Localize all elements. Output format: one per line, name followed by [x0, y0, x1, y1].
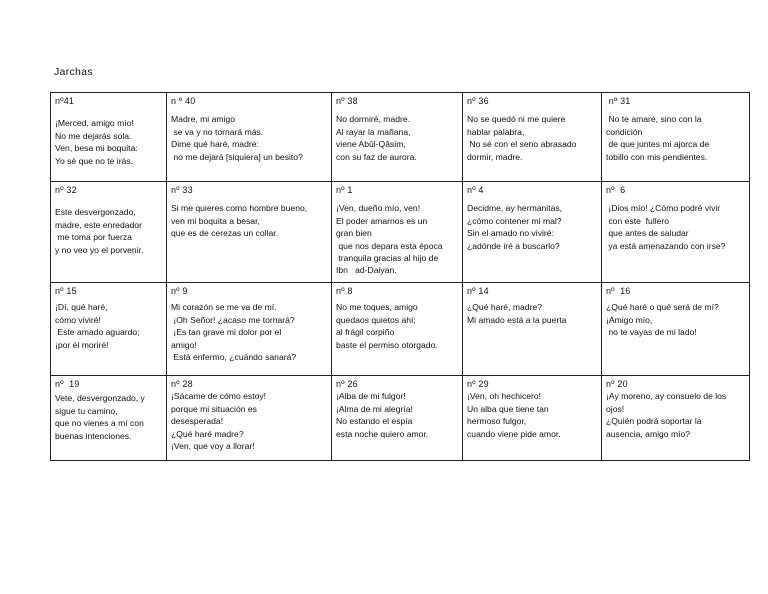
jarcha-text: ¡Dios mío! ¿Cómo podré vivir con este fullero que antes de saludar ya está amenazando con irse?	[608, 203, 726, 251]
table-cell	[602, 93, 750, 182]
table-cell	[167, 182, 332, 283]
jarcha-number: nº 15	[55, 286, 77, 296]
table-cell	[332, 93, 463, 182]
jarcha-text: No dormiré, madre. Al rayar la mañana, viene Abûl-Qâsim, con su faz de aurora.	[336, 114, 417, 162]
jarcha-text: No te amaré, sino con la condición de que juntes mi ajorca de tobillo con mis pendientes.	[606, 114, 710, 162]
jarcha-text: No se quedó ni me quiere hablar palabra, No sé con el seno abrasado dormir, madre.	[467, 114, 577, 162]
table-cell	[51, 376, 167, 461]
jarcha-number: nº 4	[467, 185, 484, 195]
table-cell	[51, 283, 167, 376]
table-cell	[602, 376, 750, 461]
jarcha-text: Este desvergonzado, madre, este enredador me toma por fuerza y no veo yo el porvenir.	[55, 207, 144, 255]
jarcha-text: ¡Dí, qué haré, cómo viviré! Este amado aguardo; ¡por él moriré!	[55, 302, 140, 350]
table-cell	[463, 283, 602, 376]
table-row	[51, 182, 750, 283]
table-cell	[167, 376, 332, 461]
jarcha-text: Vete, desvergonzado, y sigue tu camino, que no vienes a mí con buenas intenciones.	[55, 393, 145, 441]
page-title: Jarchas	[54, 66, 93, 78]
jarcha-number: nº 1	[336, 185, 353, 195]
jarcha-number: nº 31	[606, 96, 631, 106]
jarcha-number: nº 6	[606, 185, 626, 195]
table-cell	[332, 283, 463, 376]
jarcha-number: nº 14	[467, 286, 489, 296]
jarcha-number: nº 38	[336, 96, 358, 106]
table-cell	[332, 376, 463, 461]
table-row	[51, 93, 750, 182]
jarcha-number: nº41	[55, 96, 75, 106]
jarcha-text: ¡Merced, amigo mío! No me dejarás sola. Ven, besa mi boquita: Yo sé que no te irás.	[55, 118, 138, 166]
jarcha-text: ¿Qué haré, madre? Mi amado está a la puerta	[467, 302, 567, 325]
jarcha-text: Si me quieres como hombre bueno, ven mi boquita a besar, que es de cerezas un collar.	[171, 203, 308, 239]
jarcha-number: n º 40	[171, 96, 196, 106]
jarchas-table	[50, 92, 750, 461]
jarcha-text: Madre, mi amigo se va y no tornará más. Dime qué haré, madre: no me dejará [siquiera] un besito?	[171, 114, 303, 162]
table-cell	[167, 283, 332, 376]
jarcha-text: Mi corazón se me va de mí. ¡Oh Señor! ¿acaso me tornará? ¡Es tan grave mi dolor por el amigo! Está enfermo, ¿cuándo sanará?	[171, 302, 297, 363]
jarcha-number: nº 20	[606, 379, 628, 389]
table-cell	[51, 93, 167, 182]
jarcha-text: ¡Ay moreno, ay consuelo de los ojos! ¿Quién podrá soportar la ausencia, amigo mío?	[606, 391, 727, 439]
jarcha-text: ¡Alba de mi fulgor! ¡Alma de mi alegría! No estando el espía esta noche quiero amor.	[336, 391, 429, 439]
jarcha-number: nº 26	[336, 379, 358, 389]
jarcha-text: ¡Ven, dueño mío, ven! El poder amarnos es un gran bien que nos depara esta época tranquila gracias al hijo de Ibn ad-Daiyan.	[336, 203, 443, 276]
table-cell	[463, 376, 602, 461]
table-cell	[167, 93, 332, 182]
jarcha-number: nº 19	[55, 379, 80, 389]
jarcha-text: ¡Ven, oh hechicero! Un alba que tiene tan hermoso fulgor, cuando viene pide amor.	[467, 391, 561, 439]
jarcha-number: nº 36	[467, 96, 489, 106]
jarcha-number: nº 29	[467, 379, 489, 389]
jarcha-text: Decidme, ay hermanitas, ¿cómo contener mi mal? Sin el amado no viviré: ¿adónde iré a buscarlo?	[467, 203, 563, 251]
jarcha-text: ¡Sácame de cómo estoy! porque mi situación es desesperada! ¿Qué haré madre? ¡Ven, que voy a llorar!	[171, 391, 267, 452]
table-cell	[51, 182, 167, 283]
table-cell	[463, 93, 602, 182]
table-row	[51, 376, 750, 461]
jarcha-number: nº 32	[55, 185, 77, 195]
table-row	[51, 283, 750, 376]
jarcha-number: nº 9	[171, 286, 188, 296]
jarcha-text: No me toques, amigo quedaos quietos ahí; al frágil corpiño baste el permiso otorgado.	[336, 302, 438, 350]
table-cell	[602, 283, 750, 376]
jarcha-number: nº 8	[336, 286, 353, 296]
jarcha-text: ¿Qué haré o qué será de mí? ¡Amigo mío, no te vayas de mi lado!	[606, 302, 719, 338]
jarcha-number: nº 33	[171, 185, 193, 195]
jarcha-number: nº 16	[606, 286, 631, 296]
table-cell	[332, 182, 463, 283]
jarcha-number: nº 28	[171, 379, 193, 389]
table-cell	[602, 182, 750, 283]
table-cell	[463, 182, 602, 283]
